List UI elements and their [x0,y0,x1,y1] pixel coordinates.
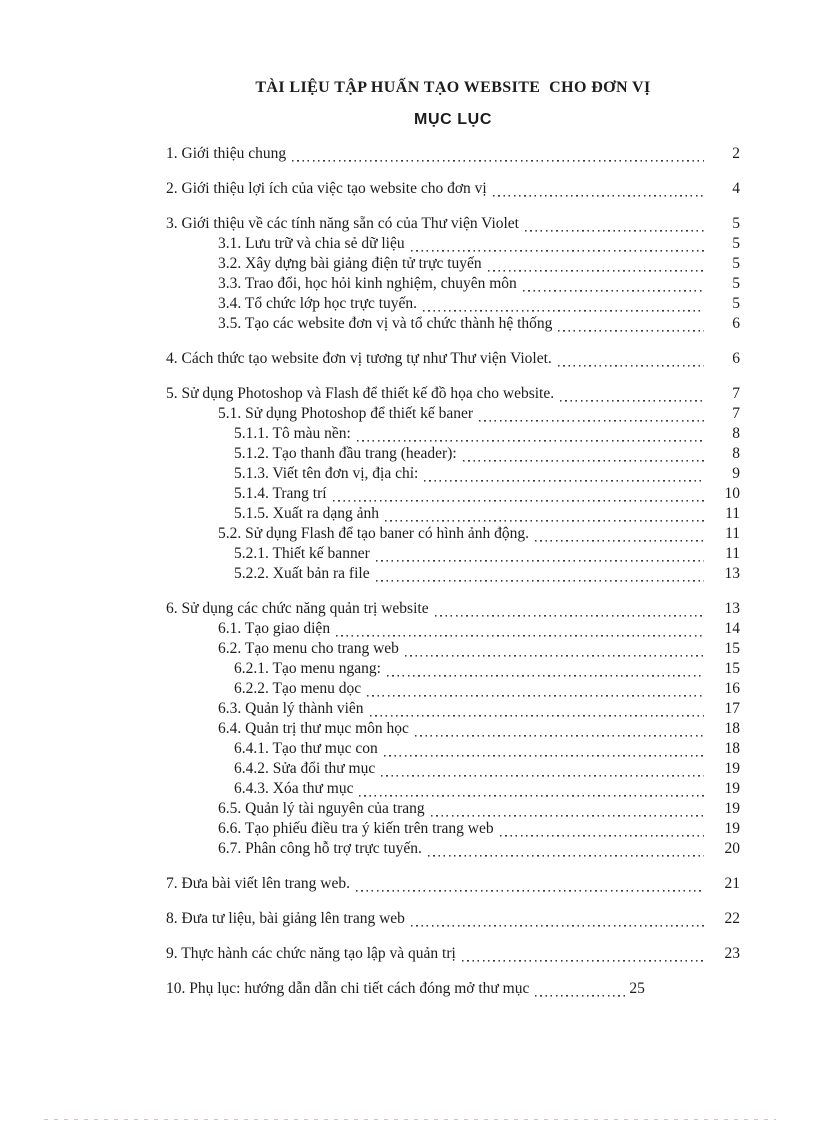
toc-entry[interactable] [166,404,740,424]
toc-dot-leader [367,683,704,697]
toc-dot-leader [424,468,704,482]
toc-dot-leader [493,183,704,197]
toc-entry-label: 3.3. Trao đổi, học hỏi kinh nghiệm, chuyên môn [218,275,517,292]
toc-page-number: 6 [732,350,740,367]
document-content [166,78,740,999]
toc-dot-leader [381,763,704,777]
toc-entry[interactable] [166,679,740,699]
toc-page-number: 22 [724,910,740,927]
table-of-contents [166,144,740,999]
toc-entry-label: 5.2.2. Xuất bản ra file [234,565,370,582]
toc-entry[interactable] [166,234,740,254]
toc-entry-label: 6.5. Quản lý tài nguyên của trang [218,800,425,817]
toc-entry-label: 6.4.2. Sửa đổi thư mục [234,760,376,777]
toc-entry[interactable] [166,214,740,234]
toc-page-number: 23 [724,945,740,962]
toc-page-number: 14 [724,620,740,637]
toc-entry-label: 6.2.2. Tạo menu dọc [234,680,362,697]
toc-entry[interactable] [166,349,740,369]
toc-page-number: 25 [629,980,645,997]
toc-entry[interactable] [166,179,740,199]
toc-entry-label: 5. Sử dụng Photoshop và Flash để thiết kế đồ họa cho website. [166,385,555,402]
toc-entry[interactable] [166,759,740,779]
toc-entry[interactable] [166,504,740,524]
toc-page-number: 19 [724,760,740,777]
toc-page-number: 8 [732,445,740,462]
toc-entry-label: 3.2. Xây dựng bài giảng điện tử trực tuyến [218,255,482,272]
toc-page-number: 16 [724,680,740,697]
toc-entry[interactable] [166,144,740,164]
toc-page-number: 6 [732,315,740,332]
toc-entry-label: 3. Giới thiệu về các tính năng sẵn có của Thư viện Violet [166,215,519,232]
toc-dot-leader [479,408,704,422]
toc-page-number: 13 [724,565,740,582]
toc-entry[interactable] [166,659,740,679]
toc-dot-leader [405,643,704,657]
toc-page-number: 21 [724,875,740,892]
toc-page-number: 7 [732,405,740,422]
toc-entry[interactable] [166,384,740,404]
toc-entry-label: 6.2. Tạo menu cho trang web [218,640,399,657]
toc-entry[interactable] [166,874,740,894]
toc-entry[interactable] [166,254,740,274]
toc-entry-label: 5.1.2. Tạo thanh đầu trang (header): [234,445,457,462]
toc-dot-leader [488,258,704,272]
toc-entry[interactable] [166,484,740,504]
toc-entry-label: 5.1. Sử dụng Photoshop để thiết kế baner [218,405,474,422]
toc-entry-label: 6.1. Tạo giao diện [218,620,331,637]
toc-entry-label: 8. Đưa tư liệu, bài giảng lên trang web [166,910,405,927]
toc-page-number: 5 [732,275,740,292]
toc-dot-leader [463,448,704,462]
toc-entry-label: 5.2. Sử dụng Flash để tạo baner có hình ảnh động. [218,525,530,542]
toc-page-number: 19 [724,820,740,837]
toc-page-number: 10 [724,485,740,502]
toc-entry[interactable] [166,599,740,619]
toc-entry-label: 6.4.3. Xóa thư mục [234,780,354,797]
toc-dot-leader [558,318,704,332]
toc-entry[interactable] [166,464,740,484]
toc-page-number: 18 [724,720,740,737]
toc-page-number: 8 [732,425,740,442]
toc-dot-leader [336,623,704,637]
toc-entry[interactable] [166,699,740,719]
toc-page-number: 15 [724,660,740,677]
document-title: TÀI LIỆU TẬP HUẤN TẠO WEBSITE CHO ĐƠN VỊ [255,79,651,96]
toc-entry-label: 5.1.1. Tô màu nền: [234,425,351,442]
toc-entry-label: 5.1.4. Trang trí [234,485,327,502]
toc-dot-leader [370,703,704,717]
toc-entry-label: 3.1. Lưu trữ và chia sẻ dữ liệu [218,235,405,252]
toc-entry[interactable] [166,839,740,859]
toc-entry[interactable] [166,719,740,739]
page-footer-divider [44,1119,776,1120]
toc-page-number: 17 [724,700,740,717]
toc-dot-leader [292,148,704,162]
toc-dot-leader [385,508,704,522]
toc-dot-leader [435,603,704,617]
toc-page-number: 4 [732,180,740,197]
toc-dot-leader [333,488,704,502]
toc-dot-leader [535,528,704,542]
toc-entry-label: 10. Phụ lục: hướng dẫn dẫn chi tiết cách đóng mở thư mục [166,980,530,997]
toc-dot-leader [558,353,704,367]
toc-page-number: 13 [724,600,740,617]
toc-dot-leader [376,548,704,562]
toc-dot-leader [411,238,704,252]
toc-entry-label: 4. Cách thức tạo website đơn vị tương tự như Thư viện Violet. [166,350,552,367]
toc-dot-leader [376,568,704,582]
toc-dot-leader [423,298,704,312]
toc-page-number: 18 [724,740,740,757]
toc-dot-leader [500,823,704,837]
toc-dot-leader [535,983,627,997]
toc-entry[interactable] [166,909,740,929]
toc-page-number: 19 [724,800,740,817]
toc-dot-leader [560,388,704,402]
toc-entry-label: 3.4. Tổ chức lớp học trực tuyến. [218,295,418,312]
toc-entry-label: 5.1.3. Viết tên đơn vị, địa chỉ: [234,465,419,482]
toc-entry[interactable] [166,619,740,639]
toc-entry-label: 6. Sử dụng các chức năng quản trị website [166,600,429,617]
toc-page-number: 9 [732,465,740,482]
toc-entry-label: 6.2.1. Tạo menu ngang: [234,660,381,677]
toc-entry[interactable] [166,739,740,759]
toc-entry-label: 5.2.1. Thiết kế banner [234,545,370,562]
toc-page-number: 19 [724,780,740,797]
toc-entry[interactable] [166,564,740,584]
toc-entry-label: 6.4. Quản trị thư mục môn học [218,720,409,737]
toc-entry[interactable] [166,524,740,544]
toc-entry[interactable] [166,544,740,564]
toc-dot-leader [523,278,704,292]
toc-entry[interactable] [166,944,740,964]
toc-entry-label: 1. Giới thiệu chung [166,145,287,162]
toc-entry[interactable] [166,294,740,314]
toc-entry[interactable] [166,274,740,294]
toc-entry[interactable] [166,424,740,444]
toc-entry-label: 9. Thực hành các chức năng tạo lập và quản trị [166,945,456,962]
toc-entry-label: 6.4.1. Tạo thư mục con [234,740,378,757]
toc-dot-leader [428,843,704,857]
toc-dot-leader [415,723,704,737]
toc-dot-leader [431,803,704,817]
toc-entry-label: 7. Đưa bài viết lên trang web. [166,875,351,892]
toc-dot-leader [357,428,704,442]
toc-page-number: 5 [732,255,740,272]
toc-entry[interactable] [166,639,740,659]
toc-page-number: 5 [732,295,740,312]
toc-entry-label: 5.1.5. Xuất ra dạng ảnh [234,505,380,522]
toc-page-number: 7 [732,385,740,402]
toc-page-number: 15 [724,640,740,657]
toc-entry[interactable] [166,799,740,819]
toc-page-number: 11 [725,525,740,542]
toc-heading: MỤC LỤC [414,111,492,128]
toc-dot-leader [356,878,704,892]
toc-entry-label: 6.6. Tạo phiếu điều tra ý kiến trên trang web [218,820,494,837]
toc-dot-leader [462,948,704,962]
toc-dot-leader [525,218,704,232]
toc-page-number: 20 [724,840,740,857]
toc-dot-leader [359,783,704,797]
toc-dot-leader [384,743,704,757]
toc-page-number: 5 [732,235,740,252]
toc-entry[interactable] [166,779,740,799]
toc-entry-label: 3.5. Tạo các website đơn vị và tổ chức thành hệ thống [218,315,553,332]
toc-page-number: 2 [732,145,740,162]
toc-entry-label: 6.3. Quản lý thành viên [218,700,364,717]
toc-page-number: 5 [732,215,740,232]
toc-entry[interactable] [166,819,740,839]
toc-entry[interactable] [166,314,740,334]
toc-entry[interactable] [166,444,740,464]
toc-entry[interactable] [166,979,740,999]
toc-dot-leader [387,663,704,677]
toc-page-number: 11 [725,545,740,562]
toc-page-number: 11 [725,505,740,522]
toc-dot-leader [411,913,704,927]
toc-entry-label: 6.7. Phân công hỗ trợ trực tuyến. [218,840,422,857]
toc-entry-label: 2. Giới thiệu lợi ích của việc tạo website cho đơn vị [166,180,487,197]
